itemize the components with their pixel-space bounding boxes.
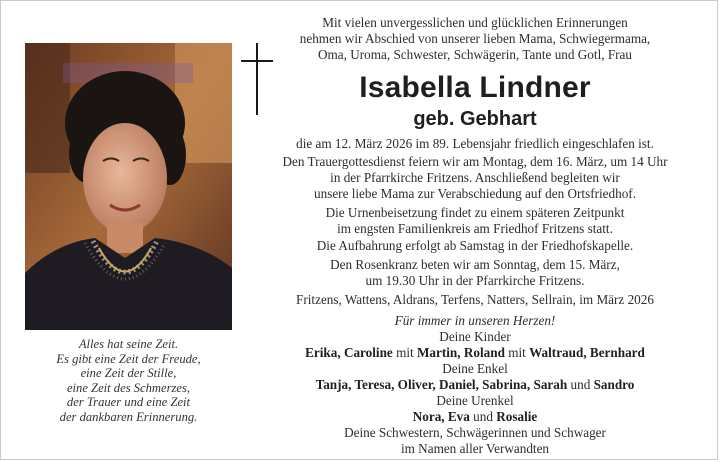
urn-burial-info (263, 205, 687, 237)
places-line: Fritzens, Wattens, Aldrans, Terfens, Natters, Sellrain, im März 2026 (296, 292, 654, 307)
great-grandchildren-list: Nora, Eva (412, 409, 470, 424)
children-group-1: Erika, Caroline (305, 345, 393, 360)
death-line: die am 12. März 2026 im 89. Lebensjahr friedlich eingeschlafen ist. (296, 136, 654, 151)
memorial-quote (25, 337, 232, 425)
children-label: Deine Kinder (439, 329, 511, 344)
quote-line: Es gibt eine Zeit der Freude, (56, 351, 201, 366)
rosary-line: um 19.30 Uhr in der Pfarrkirche Fritzens. (365, 273, 585, 288)
intro-text (263, 15, 687, 63)
quote-line: Alles hat seine Zeit. (78, 337, 179, 351)
connector: mit (508, 345, 526, 360)
grandchildren-list: Tanja, Teresa, Oliver, Daniel, Sabrina, Sarah (315, 377, 568, 392)
connector: und (473, 409, 493, 424)
grandchildren-names (263, 377, 687, 393)
connector: und (570, 377, 591, 392)
quote-line: der Trauer und eine Zeit (66, 395, 191, 410)
service-line: unsere liebe Mama zur Verabschiedung auf den Ortsfriedhof. (314, 186, 636, 201)
urn-line: Die Urnenbeisetzung findet zu einem späteren Zeitpunkt (325, 205, 625, 220)
quote-line: eine Zeit des Schmerzes, (66, 380, 191, 395)
siblings-line: Deine Schwestern, Schwägerinnen und Schwager (344, 425, 606, 440)
funeral-service-info (263, 154, 687, 202)
intro-line: nehmen wir Abschied von unserer lieben Mama, Schwiegermama, (299, 31, 651, 46)
great-grandchild-last: Rosalie (496, 409, 538, 424)
service-line: Den Trauergottesdienst feiern wir am Montag, dem 16. März, um 14 Uhr (282, 154, 668, 169)
great-grandchildren-names (263, 409, 687, 425)
viewing-info (263, 238, 687, 254)
children-names (263, 345, 687, 361)
great-grandchildren-label: Deine Urenkel (436, 393, 514, 408)
motto-line: Für immer in unseren Herzen! (394, 313, 556, 328)
death-notice (263, 136, 687, 152)
survivors-list (263, 329, 687, 457)
intro-line: Mit vielen unvergesslichen und glücklichen Erinnerungen (322, 15, 628, 30)
closing-line: im Namen aller Verwandten (400, 441, 550, 456)
motto (263, 313, 687, 329)
intro-line: Oma, Uroma, Schwester, Schwägerin, Tante und Gotl, Frau (318, 47, 632, 62)
rosary-line: Den Rosenkranz beten wir am Sonntag, dem 15. März, (330, 257, 620, 272)
urn-line: im engsten Familienkreis am Friedhof Fritzens statt. (337, 221, 613, 236)
quote-line: der dankbaren Erinnerung. (59, 409, 198, 424)
viewing-line: Die Aufbahrung erfolgt ab Samstag in der Friedhofskapelle. (316, 238, 634, 253)
maiden-name: geb. Gebhart (413, 108, 537, 130)
quote-line: eine Zeit der Stille, (80, 366, 177, 381)
rosary-info (263, 257, 687, 289)
grandchild-last: Sandro (593, 377, 635, 392)
connector: mit (396, 345, 414, 360)
service-line: in der Pfarrkirche Fritzens. Anschließend begleiten wir (330, 170, 620, 185)
children-group-3: Waltraud, Bernhard (529, 345, 645, 360)
portrait-photo (25, 43, 232, 330)
places-and-date (263, 292, 687, 308)
children-group-2: Martin, Roland (416, 345, 505, 360)
grandchildren-label: Deine Enkel (442, 361, 508, 376)
deceased-name: Isabella Lindner (359, 71, 591, 104)
